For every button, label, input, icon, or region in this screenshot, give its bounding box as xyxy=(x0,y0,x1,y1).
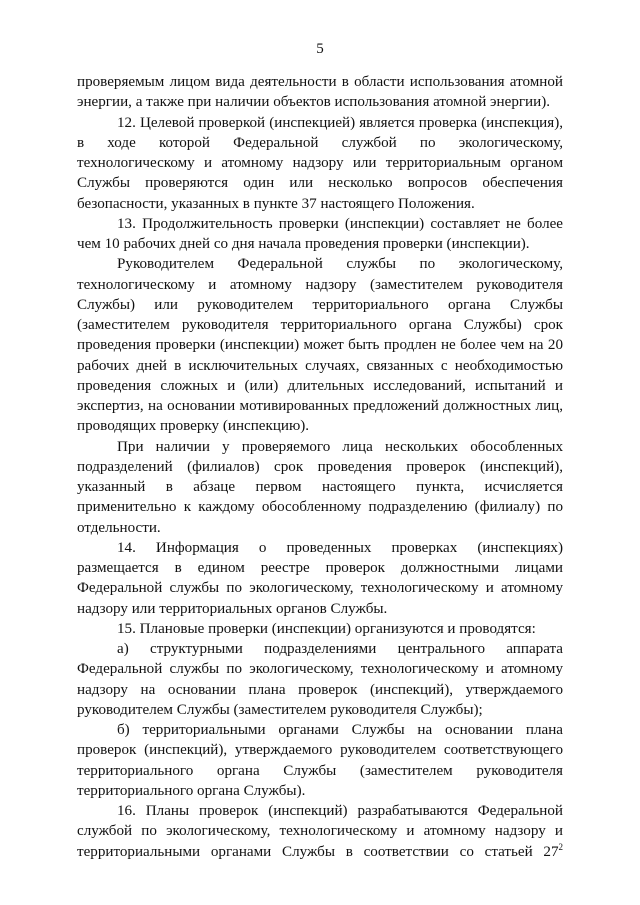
paragraph: При наличии у проверяемого лица нескольких обособленных подразделений (филиалов) срок проведения проверок (инспекций), указанный в абзаце первом настоящего пункта, исчисляется применительно к каждому обособленному подразделению (филиалу) по отдельности. xyxy=(77,438,563,536)
paragraph: 14. Информация о проведенных проверках (инспекциях) размещается в едином реестре проверок должностными лицами Федеральной службы по экологическому, технологическому и атомному надзору или территориальных органов Службы. xyxy=(77,539,563,617)
paragraph: 15. Плановые проверки (инспекции) организуются и проводятся: xyxy=(117,620,536,637)
paragraph: Руководителем Федеральной службы по экологическому, технологическому и атомному надзору (заместителем руководителя Службы) или руководителем территориального органа Службы (заместителем руководителя территориального органа Службы) срок проведения проверки (инспекции) может быть продлен не более чем на 20 рабочих дней в исключительных случаях, связанных с необходимостью проведения сложных и (или) длительных исследований, испытаний и экспертиз, на основании мотивированных предложений должностных лиц, проводящих проверку (инспекцию). xyxy=(77,256,563,435)
paragraph: 13. Продолжительность проверки (инспекции) составляет не более чем 10 рабочих дней со дня начала проведения проверки (инспекции). xyxy=(77,215,563,252)
document-body xyxy=(77,72,563,862)
paragraph: проверяемым лицом вида деятельности в области использования атомной энергии, а также при наличии объектов использования атомной энергии). xyxy=(77,74,563,111)
paragraph-text: 16. Планы проверок (инспекций) разрабатываются Федеральной службой по экологическому, технологическому и атомному надзору и территориальными органами Службы в соответствии со статьей 27 xyxy=(77,803,563,860)
superscript: 2 xyxy=(558,841,563,852)
paragraph xyxy=(77,801,563,862)
page-number: 5 xyxy=(316,41,324,57)
paragraph: а) структурными подразделениями центрального аппарата Федеральной службы по экологическому, технологическому и атомному надзору на основании плана проверок (инспекций), утверждаемого руководителем Службы (заместителем руководителя Службы); xyxy=(77,641,563,718)
paragraph: 12. Целевой проверкой (инспекцией) является проверка (инспекция), в ходе которой Федеральной службой по экологическому, технологическому и атомному надзору или территориальным органом Службы проверяются один или несколько вопросов обеспечения безопасности, указанных в пункте 37 настоящего Положения. xyxy=(77,114,563,212)
paragraph: б) территориальными органами Службы на основании плана проверок (инспекций), утверждаемого руководителем соответствующего территориального органа Службы (заместителем руководителя территориального органа Службы). xyxy=(77,722,563,799)
